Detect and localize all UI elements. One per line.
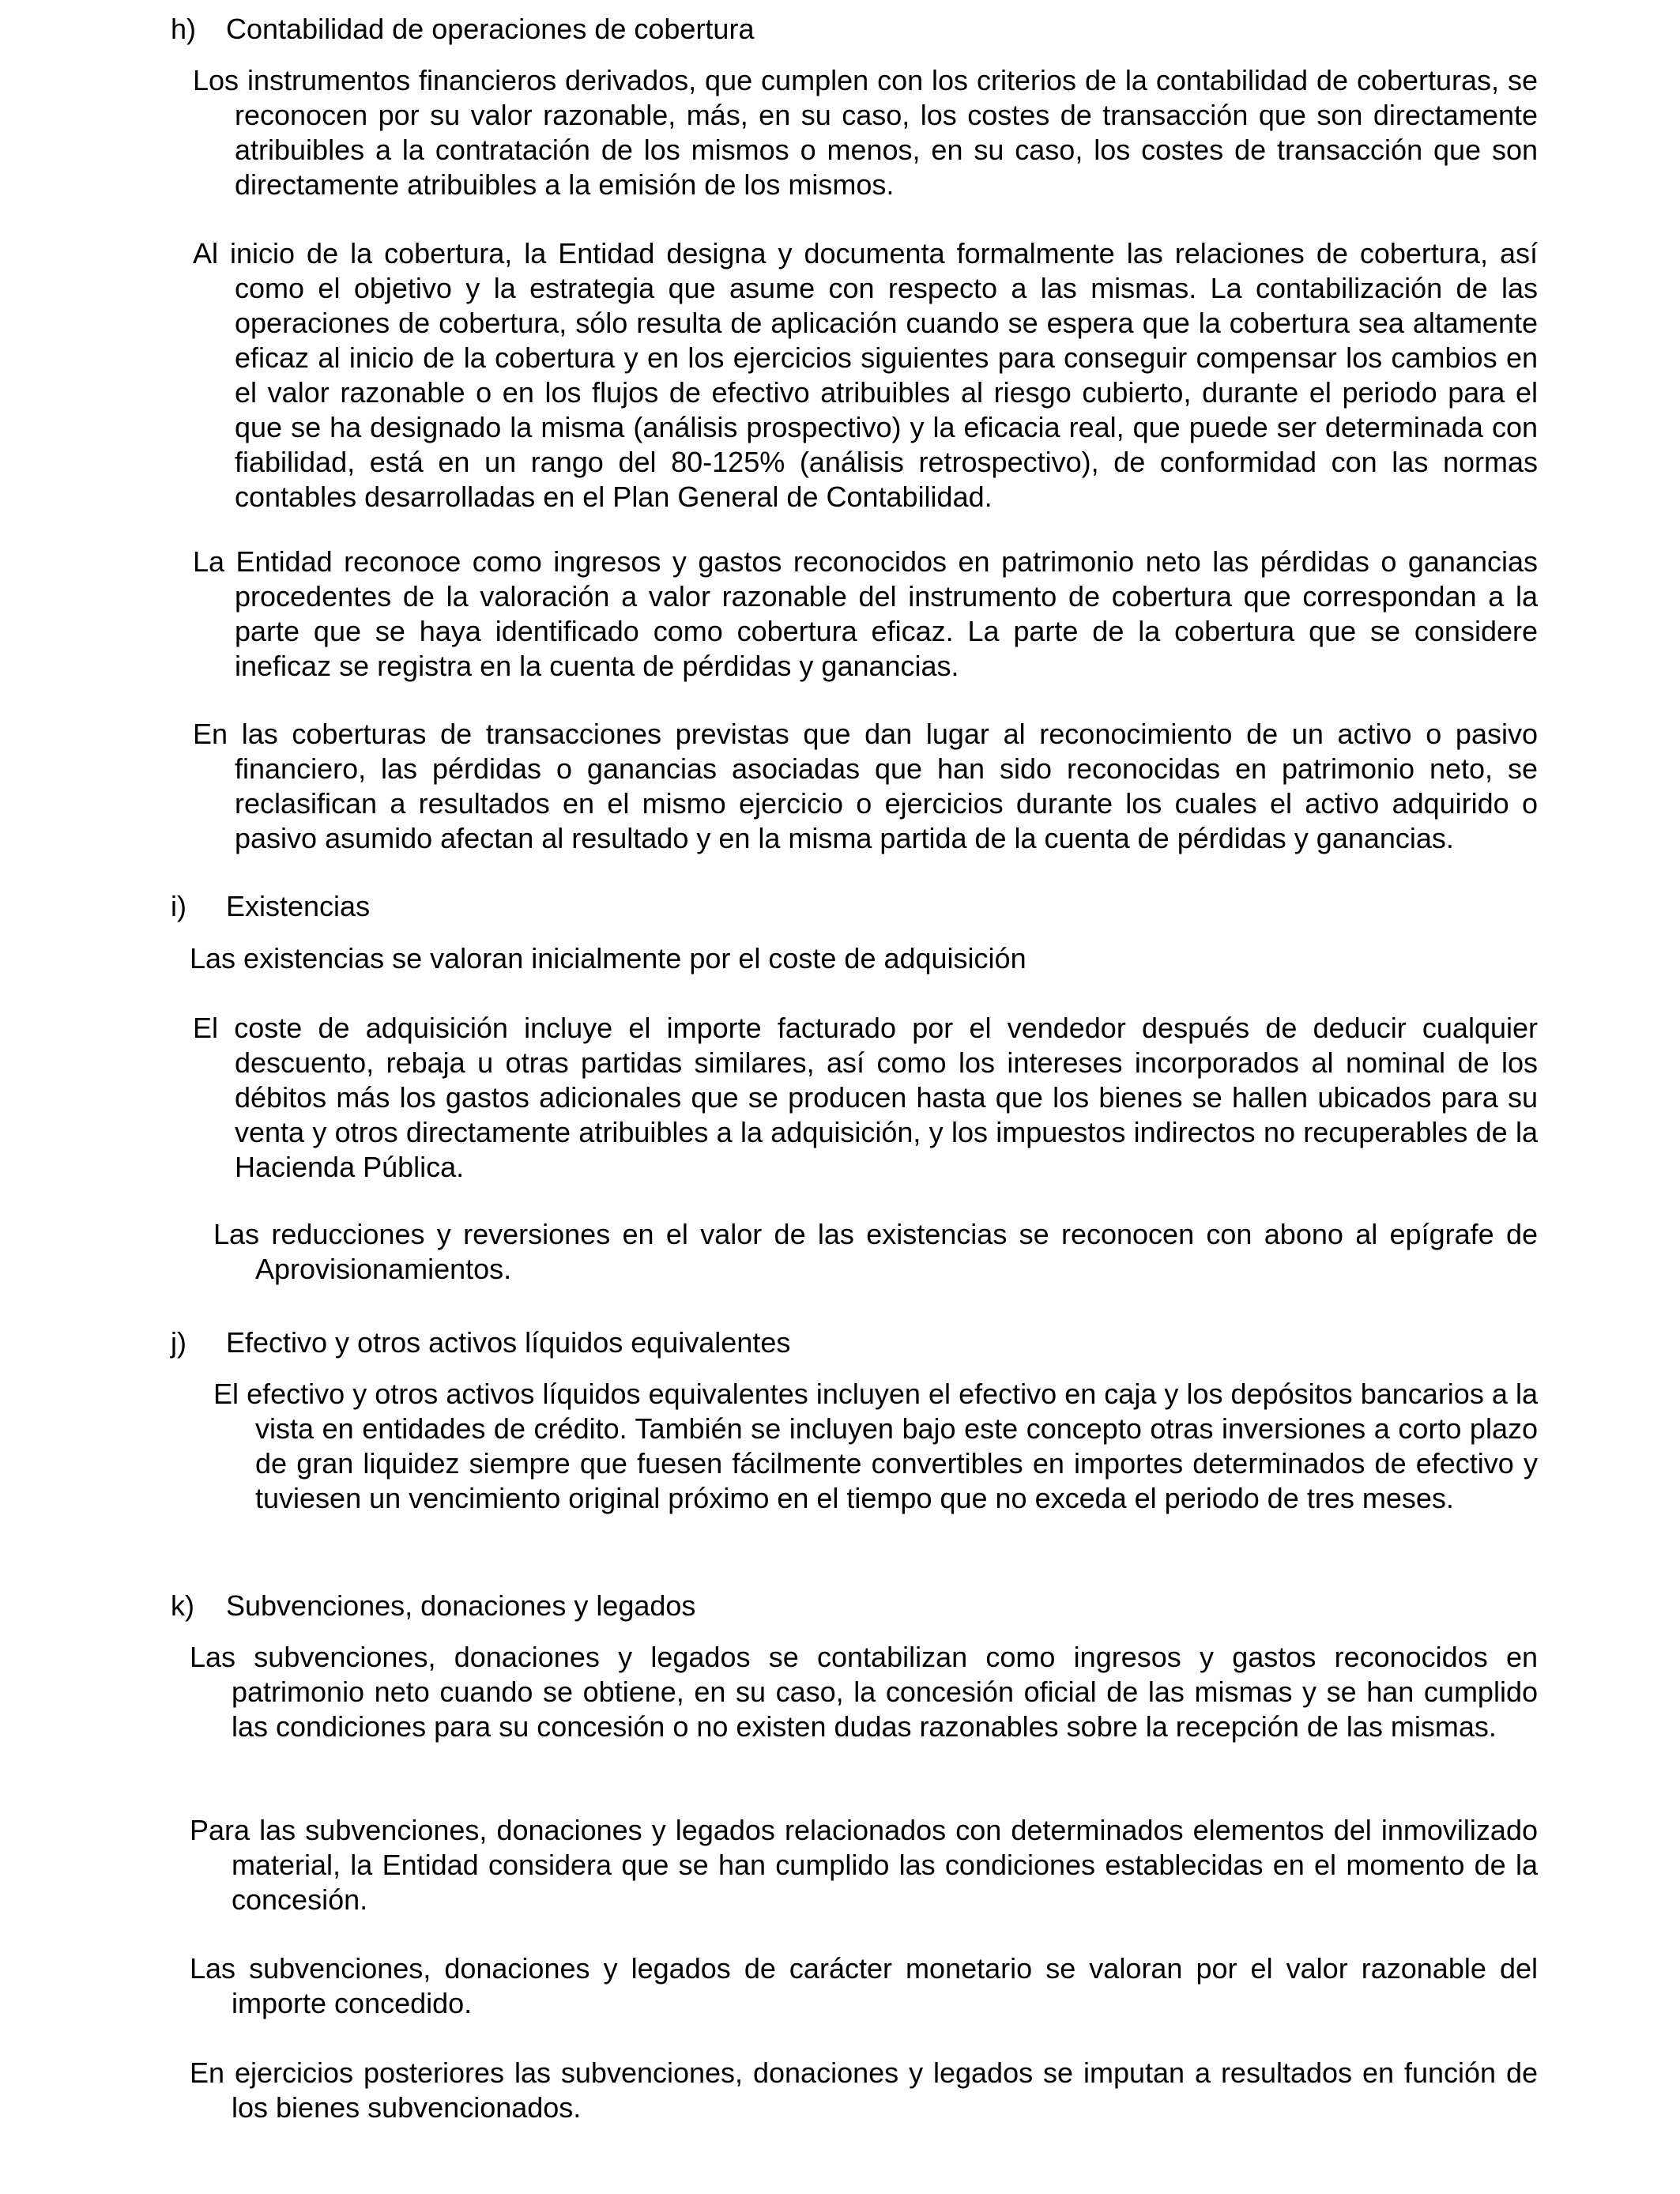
section-title: Existencias (226, 890, 371, 922)
paragraph: El efectivo y otros activos líquidos equivalentes incluyen el efectivo en caja y los depósitos bancarios a la vista en entidades de crédito. También se incluyen bajo este concepto otras inversiones a corto plazo de gran liquidez siempre que fuesen fácilmente convertibles en importes determinados de efectivo y tuviesen un vencimiento original próximo en el tiempo que no exceda el periodo de tres meses. (213, 1378, 1538, 1514)
paragraph: Para las subvenciones, donaciones y legados relacionados con determinados elementos del inmovilizado material, la Entidad considera que se han cumplido las condiciones establecidas en el momento de la concesión. (190, 1814, 1538, 1916)
paragraph: Al inicio de la cobertura, la Entidad designa y documenta formalmente las relaciones de cobertura, así como el objetivo y la estrategia que asume con respecto a las mismas. La contabilización de las operaciones de cobertura, sólo resulta de aplicación cuando se espera que la cobertura sea altamente eficaz al inicio de la cobertura y en los ejercicios siguientes para conseguir compensar los cambios en el valor razonable o en los flujos de efectivo atribuibles al riesgo cubierto, durante el periodo para el que se ha designado la misma (análisis prospectivo) y la eficacia real, que puede ser determinada con fiabilidad, está en un rango del 80-125% (análisis retrospectivo), de conformidad con las normas contables desarrolladas en el Plan General de Contabilidad. (193, 237, 1538, 513)
section-letter: i) (171, 890, 186, 922)
section-letter: j) (171, 1326, 186, 1359)
paragraph: En ejercicios posteriores las subvenciones, donaciones y legados se imputan a resultados en función de los bienes subvencionados. (190, 2056, 1538, 2124)
section-letter: h) (171, 13, 197, 45)
section-title: Efectivo y otros activos líquidos equivalentes (226, 1326, 791, 1359)
section-title: Subvenciones, donaciones y legados (226, 1589, 696, 1622)
section-heading-i (171, 889, 370, 924)
section-heading-h (171, 12, 754, 47)
paragraph: Las existencias se valoran inicialmente por el coste de adquisición (190, 942, 1026, 974)
section-heading-k (171, 1589, 695, 1623)
section-letter: k) (171, 1589, 194, 1622)
section-title: Contabilidad de operaciones de cobertura (226, 13, 755, 45)
paragraph: El coste de adquisición incluye el importe facturado por el vendedor después de deducir cualquier descuento, rebaja u otras partidas similares, así como los intereses incorporados al nominal de los débitos más los gastos adicionales que se producen hasta que los bienes se hallen ubicados para su venta y otros directamente atribuibles a la adquisición, y los impuestos indirectos no recuperables de la Hacienda Pública. (193, 1012, 1538, 1183)
paragraph: Las subvenciones, donaciones y legados se contabilizan como ingresos y gastos reconocidos en patrimonio neto cuando se obtiene, en su caso, la concesión oficial de las mismas y se han cumplido las condiciones para su concesión o no existen dudas razonables sobre la recepción de las mismas. (190, 1641, 1538, 1743)
paragraph: Las reducciones y reversiones en el valor de las existencias se reconocen con abono al epígrafe de Aprovisionamientos. (213, 1218, 1538, 1285)
paragraph: Los instrumentos financieros derivados, que cumplen con los criterios de la contabilidad de coberturas, se reconocen por su valor razonable, más, en su caso, los costes de transacción que son directamente atribuibles a la contratación de los mismos o menos, en su caso, los costes de transacción que son directamente atribuibles a la emisión de los mismos. (193, 64, 1538, 201)
paragraph: La Entidad reconoce como ingresos y gastos reconocidos en patrimonio neto las pérdidas o ganancias procedentes de la valoración a valor razonable del instrumento de cobertura que correspondan a la parte que se haya identificado como cobertura eficaz. La parte de la cobertura que se considere ineficaz se registra en la cuenta de pérdidas y ganancias. (193, 545, 1538, 682)
paragraph: En las coberturas de transacciones previstas que dan lugar al reconocimiento de un activo o pasivo financiero, las pérdidas o ganancias asociadas que han sido reconocidas en patrimonio neto, se reclasifican a resultados en el mismo ejercicio o ejercicios durante los cuales el activo adquirido o pasivo asumido afectan al resultado y en la misma partida de la cuenta de pérdidas y ganancias. (193, 718, 1538, 854)
section-heading-j (171, 1325, 790, 1360)
paragraph: Las subvenciones, donaciones y legados de carácter monetario se valoran por el valor razonable del importe concedido. (190, 1952, 1538, 2019)
